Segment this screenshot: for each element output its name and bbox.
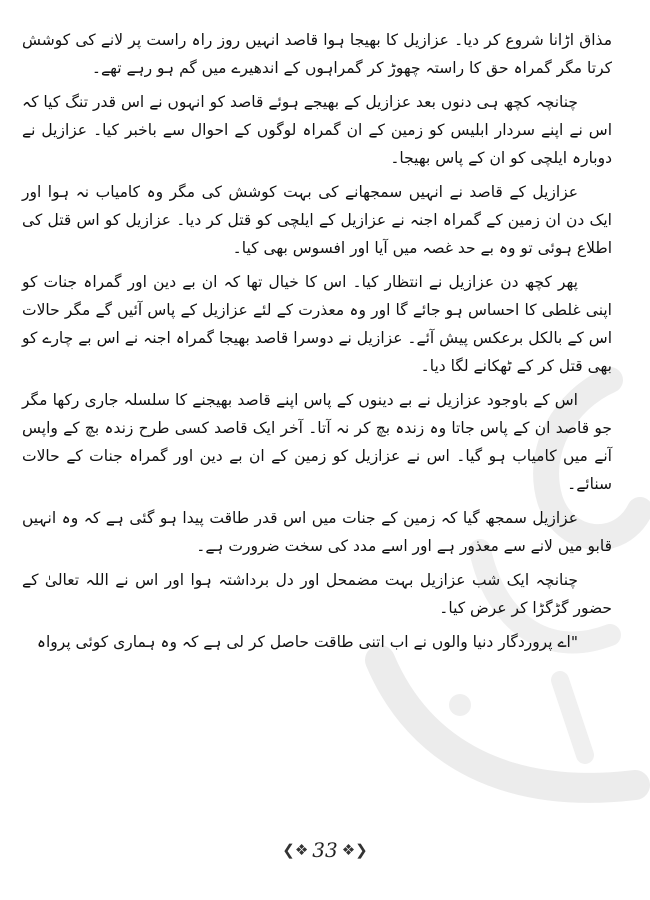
flourish-left-icon: ❮❖ <box>282 841 309 859</box>
paragraph: عزازیل کے قاصد نے انہیں سمجھانے کی بہت کوشش کی مگر وہ کامیاب نہ ہوا اور ایک دن ان زمین کے گمراہ اجنہ نے عزازیل کے ایلچی کو قتل کر دیا۔ عزازیل کو اس قتل کی اطلاع ہوئی تو وہ بے حد غصہ میں آیا اور افسوس بھی کیا۔ <box>22 183 612 257</box>
paragraph: پھر کچھ دن عزازیل نے انتظار کیا۔ اس کا خیال تھا کہ ان بے دین اور گمراہ جنات کو اپنی غلطی کا احساس ہو جائے گا اور وہ معذرت کے لئے عزازیل کے پاس آئیں گے مگر حالات اس کے بالکل برعکس پیش آئے۔ عزازیل نے دوسرا قاصد بھیجا گمراہ اجنہ نے اس بے چارے کو بھی قتل کر کے ٹھکانے لگا دیا۔ <box>22 273 612 375</box>
paragraph: "اے پروردگار دنیا والوں نے اب اتنی طاقت حاصل کر لی ہے کہ وہ ہماری کوئی پرواہ <box>36 633 578 651</box>
paragraph: چنانچہ ایک شب عزازیل بہت مضمحل اور دل برداشتہ ہوا اور اس نے اللہ تعالیٰ کے حضور گڑگڑا کر عرض کیا۔ <box>22 571 612 617</box>
paragraph: مذاق اڑانا شروع کر دیا۔ عزازیل کا بھیجا ہوا قاصد انہیں روز راہ راست پر لانے کی کوشش کرتا مگر گمراہ حق کا راستہ چھوڑ کر گمراہوں کے اندھیرے میں گم ہو رہے تھے۔ <box>22 31 612 77</box>
paragraph: چنانچہ کچھ ہی دنوں بعد عزازیل کے بھیجے ہوئے قاصد کو انہوں نے اس قدر تنگ کیا کہ اس نے اپنے سردار ابلیس کو زمین کے ان گمراہ لوگوں کے احوال سے باخبر کیا۔ عزازیل نے دوبارہ ایلچی کو ان کے پاس بھیجا۔ <box>22 93 612 167</box>
page-body-text <box>22 26 612 662</box>
paragraph: اس کے باوجود عزازیل نے بے دینوں کے پاس اپنے قاصد بھیجنے کا سلسلہ جاری رکھا مگر جو قاصد ان کے پاس جاتا وہ زندہ بچ کر نہ آتا۔ آخر ایک قاصد کسی طرح زندہ بچ کے واپس آنے میں کامیاب ہو گیا۔ اس نے عزازیل کو زمین کے ان بے دین اور گمراہ جنات کے حالات سنائے۔ <box>22 391 612 493</box>
page-number: 33 <box>312 838 338 862</box>
paragraph: عزازیل سمجھ گیا کہ زمین کے جنات میں اس قدر طاقت پیدا ہو گئی ہے کہ وہ انہیں قابو میں لانے سے معذور ہے اور اسے مدد کی سخت ضرورت ہے۔ <box>22 509 612 555</box>
page-number-footer <box>0 838 650 862</box>
page-number-ornament <box>282 838 367 862</box>
flourish-right-icon: ❖❯ <box>341 841 368 859</box>
